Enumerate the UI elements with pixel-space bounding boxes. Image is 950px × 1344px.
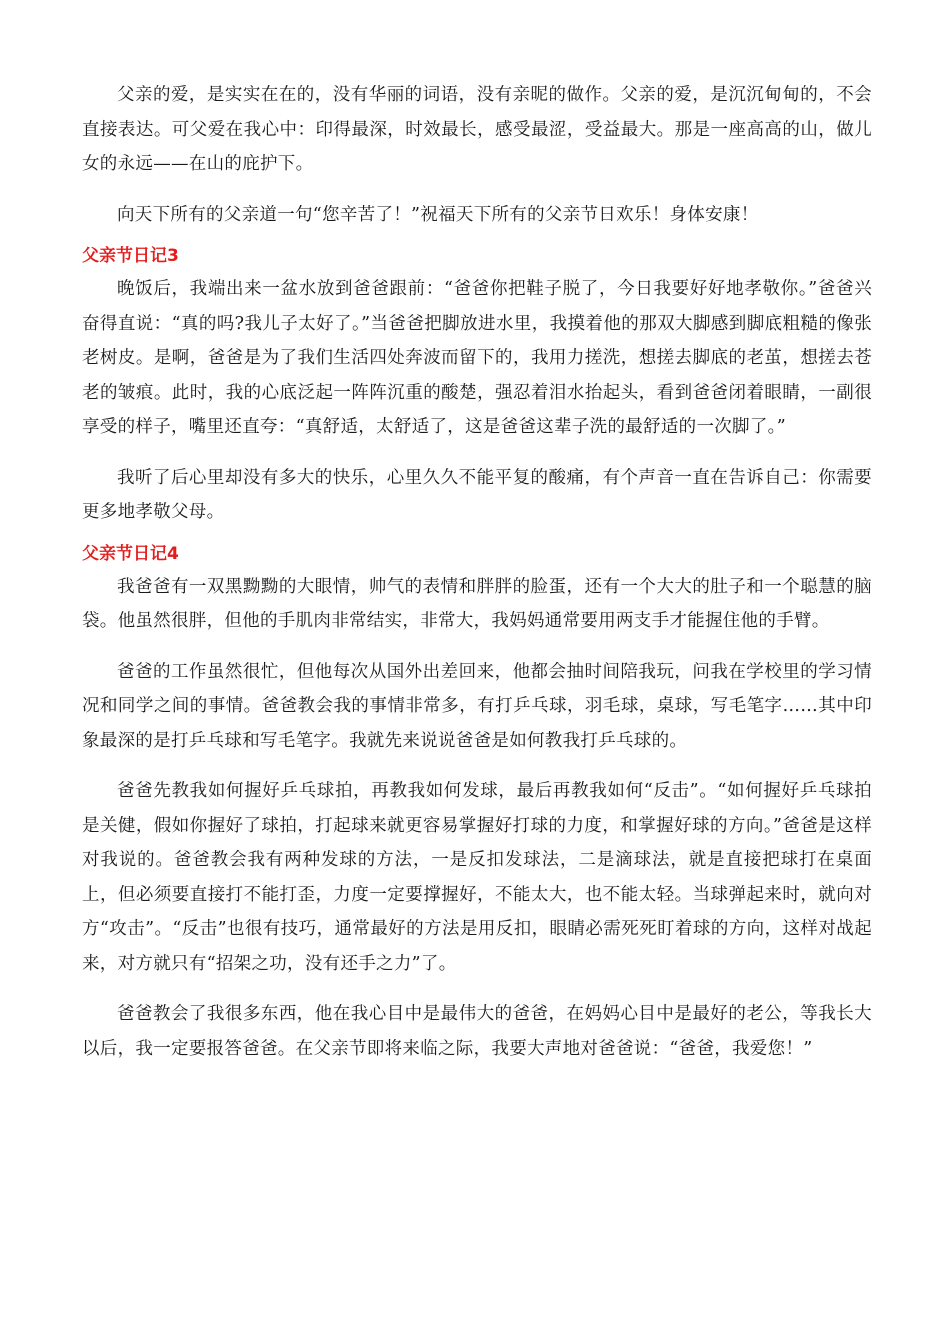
diary-4-paragraph-2: 爸爸的工作虽然很忙，但他每次从国外出差回来，他都会抽时间陪我玩，问我在学校里的学习情况和同学之间的事情。爸爸教会我的事情非常多，有打乒乓球，羽毛球，桌球，写毛笔字……其中印象最深的是打乒乓球和写毛笔字。我就先来说说爸爸是如何教我打乒乓球的。 (82, 661, 872, 751)
diary-4-paragraph-4: 爸爸教会了我很多东西，他在我心目中是最伟大的爸爸，在妈妈心目中是最好的老公，等我长大以后，我一定要报答爸爸。在父亲节即将来临之际，我要大声地对爸爸说：“爸爸，我爱您！” (82, 1004, 872, 1059)
diary-3-paragraph-2: 我听了后心里却没有多大的快乐，心里久久不能平复的酸痛，有个声音一直在告诉自己：你需要更多地孝敬父母。 (82, 467, 872, 522)
intro-paragraph-2: 向天下所有的父亲道一句“您辛苦了！”祝福天下所有的父亲节日欢乐！身体安康！ (117, 204, 759, 225)
diary-3-paragraph-1: 晚饭后，我端出来一盆水放到爸爸跟前：“爸爸你把鞋子脱了，今日我要好好地孝敬你。”爸爸兴奋得直说：“真的吗?我儿子太好了。”当爸爸把脚放进水里，我摸着他的那双大脚感到脚底粗糙的像张老树皮。是啊，爸爸是为了我们生活四处奔波而留下的，我用力搓洗，想搓去脚底的老茧，想搓去苍老的皱痕。此时，我的心底泛起一阵阵沉重的酸楚，强忍着泪水抬起头，看到爸爸闭着眼睛，一副很享受的样子，嘴里还直夸：“真舒适，太舒适了，这是爸爸这辈子洗的最舒适的一次脚了。” (82, 279, 872, 437)
intro-paragraph-1: 父亲的爱，是实实在在的，没有华丽的词语，没有亲昵的做作。父亲的爱，是沉沉甸甸的，不会直接表达。可父爱在我心中：印得最深，时效最长，感受最涩，受益最大。那是一座高高的山，做儿女的永远——在山的庇护下。 (82, 85, 872, 174)
diary-4-paragraph-1: 我爸爸有一双黑黝黝的大眼情，帅气的表情和胖胖的脸蛋，还有一个大大的肚子和一个聪慧的脑袋。他虽然很胖，但他的手肌肉非常结实，非常大，我妈妈通常要用两支手才能握住他的手臂。 (82, 576, 872, 631)
diary-4-paragraph-3: 爸爸先教我如何握好乒乓球拍，再教我如何发球，最后再教我如何“反击”。“如何握好乒乓球拍是关健，假如你握好了球拍，打起球来就更容易掌握好打球的力度，和掌握好球的方向。”爸爸是这样对我说的。爸爸教会我有两种发球的方法，一是反扣发球法，二是滴球法，就是直接把球打在桌面上，但必须要直接打不能打歪，力度一定要撑握好，不能太大，也不能太轻。当球弹起来时，就向对方“攻击”。“反击”也很有技巧，通常最好的方法是用反扣，眼睛必需死死盯着球的方向，这样对战起来，对方就只有“招架之功，没有还手之力”了。 (82, 781, 872, 974)
section-heading-diary-4: 父亲节日记4 (82, 543, 179, 564)
document-body (82, 78, 872, 1066)
section-heading-diary-3: 父亲节日记3 (82, 246, 179, 266)
